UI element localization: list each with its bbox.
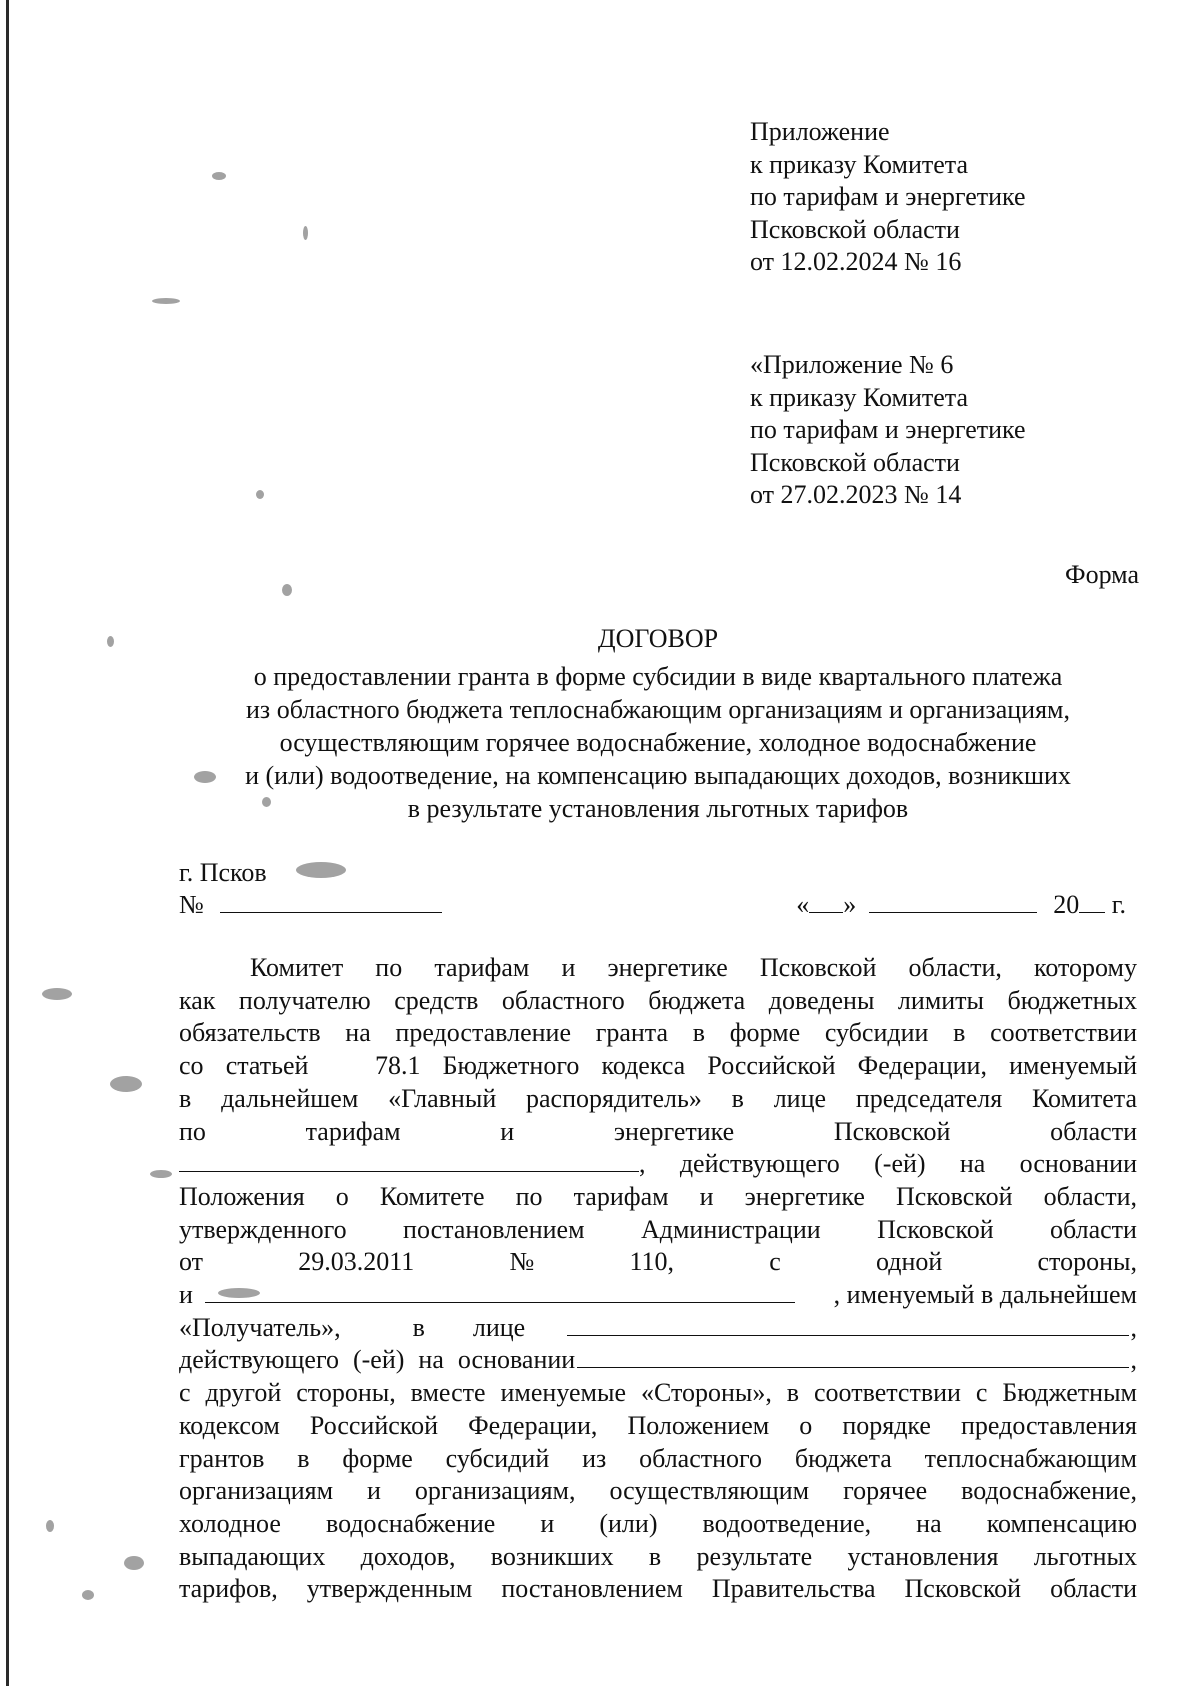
approval-line: Псковской области — [750, 214, 960, 244]
body-word: одной — [876, 1247, 943, 1277]
body-word: энергетике — [613, 1116, 735, 1146]
date-month-blank — [869, 890, 1037, 913]
contract-date-field — [796, 890, 1126, 920]
scan-speck — [152, 298, 180, 304]
approval-line: по тарифам и энергетике — [750, 415, 1026, 444]
number-label: № — [179, 890, 204, 919]
body-line: со статьей 78.1 Бюджетного кодекса Российской Федерации, именуемый — [179, 1051, 1137, 1081]
scan-speck — [124, 1556, 144, 1570]
body-line-text: , действующего (-ей) на основании — [639, 1149, 1137, 1179]
approval-line: к приказу Комитета — [750, 149, 969, 179]
body-word: (-ей) — [352, 1345, 405, 1375]
scan-speck — [42, 988, 72, 1000]
body-line-text: Комитет по тарифам и энергетике Псковской области, которому — [250, 953, 1137, 982]
contract-number-blank — [220, 890, 442, 913]
date-year-blank — [1079, 890, 1105, 913]
body-word: и — [179, 1280, 193, 1310]
body-line — [179, 1508, 1137, 1541]
scan-speck — [150, 1170, 172, 1178]
body-word: на — [418, 1345, 444, 1375]
scan-edge — [6, 0, 9, 1686]
body-word: в — [412, 1312, 425, 1342]
date-year-prefix: 20 — [1053, 890, 1080, 919]
body-line-text: , именуемый в дальнейшем — [833, 1280, 1137, 1310]
body-word: лице — [472, 1312, 526, 1342]
date-close-quote: » — [843, 890, 857, 919]
chairman-name-blank — [179, 1149, 639, 1172]
approval-line: к приказу Комитета — [750, 382, 969, 412]
scan-speck — [82, 1590, 94, 1600]
body-word: с — [769, 1247, 781, 1277]
body-word: компенсацию — [986, 1508, 1137, 1538]
contract-preamble — [179, 952, 1137, 1606]
scan-speck — [212, 172, 226, 180]
subtitle-line: и (или) водоотведение, на компенсацию выпадающих доходов, возникших — [245, 761, 1071, 790]
body-line: тарифов, утвержденным постановлением Правительства Псковской области — [179, 1574, 1137, 1604]
body-word: Администрации — [640, 1214, 821, 1244]
scan-speck — [256, 490, 264, 499]
scan-speck — [46, 1520, 54, 1532]
subtitle-line: осуществляющим горячее водоснабжение, холодное водоснабжение — [279, 728, 1037, 757]
contract-number-field — [179, 890, 442, 920]
recipient-representative-blank — [567, 1313, 1128, 1336]
body-word: «Получатель», — [179, 1312, 341, 1342]
body-word: холодное — [179, 1508, 281, 1538]
body-word: водоснабжение — [325, 1508, 496, 1538]
body-word: и — [500, 1116, 515, 1146]
subtitle-line: из областного бюджета теплоснабжающим организациям и организациям, — [246, 695, 1070, 724]
body-word: № — [509, 1247, 535, 1277]
form-label: Форма — [1065, 560, 1139, 589]
scan-speck — [282, 584, 292, 596]
approval-block-original — [750, 349, 1026, 512]
body-word: Псковской — [877, 1214, 994, 1244]
body-line: обязательств на предоставление гранта в форме субсидии в соответствии — [179, 1018, 1137, 1048]
body-word: Псковской — [833, 1116, 951, 1146]
body-word: 29.03.2011 — [298, 1247, 415, 1277]
scan-speck — [110, 1076, 142, 1092]
body-line: грантов в форме субсидий из областного бюджета теплоснабжающим — [179, 1443, 1137, 1473]
body-word: и — [540, 1508, 555, 1538]
approval-date-line: от 12.02.2024 № 16 — [750, 247, 962, 276]
contract-city: г. Псков — [179, 858, 267, 887]
body-word: (или) — [599, 1508, 658, 1538]
body-word: от — [179, 1247, 204, 1277]
body-word: тарифам — [305, 1116, 401, 1146]
body-line: как получателю средств областного бюджета доведены лимиты бюджетных — [179, 985, 1137, 1015]
body-word: водоотведение, — [702, 1508, 872, 1538]
body-word: области — [1050, 1116, 1137, 1146]
date-open-quote: « — [796, 890, 810, 919]
approval-line: по тарифам и энергетике — [750, 182, 1026, 211]
body-word: действующего — [179, 1345, 339, 1375]
body-line — [179, 1148, 1137, 1181]
approval-line: «Приложение № 6 — [750, 350, 954, 379]
body-punct: , — [1130, 1312, 1137, 1342]
subtitle-line: в результате установления льготных тарифов — [407, 794, 909, 823]
body-line: Положения о Комитете по тарифам и энергетике Псковской области, — [179, 1181, 1137, 1211]
body-line — [179, 1279, 1137, 1312]
recipient-basis-blank — [577, 1345, 1128, 1368]
approval-date-line: от 27.02.2023 № 14 — [750, 480, 962, 509]
date-year-suffix: г. — [1111, 890, 1126, 919]
subtitle-line: о предоставлении гранта в форме субсидии в виде квартального платежа — [253, 662, 1063, 691]
body-line: кодексом Российской Федерации, Положением о порядке предоставления — [179, 1410, 1137, 1440]
body-word: основании — [457, 1345, 576, 1375]
body-word: на — [916, 1508, 942, 1538]
body-line: в дальнейшем «Главный распорядитель» в лице председателя Комитета — [179, 1083, 1137, 1113]
body-line — [179, 1246, 1137, 1279]
document-title: ДОГОВОР — [597, 624, 719, 653]
approval-line: Псковской области — [750, 447, 960, 477]
body-line — [179, 1116, 1137, 1149]
body-line — [179, 1344, 1137, 1377]
body-line: выпадающих доходов, возникших в результате установления льготных — [179, 1541, 1137, 1571]
body-line — [179, 952, 1137, 985]
document-subtitle — [150, 660, 1166, 825]
approval-line: Приложение — [750, 117, 890, 146]
body-word: области — [1050, 1214, 1137, 1244]
approval-block-current — [750, 116, 1026, 279]
body-word: постановлением — [403, 1214, 585, 1244]
body-line — [179, 1312, 1137, 1345]
scan-speck — [303, 226, 308, 240]
body-line: организациям и организациям, осуществляющим горячее водоснабжение, — [179, 1476, 1137, 1506]
body-word: по — [179, 1116, 206, 1146]
body-word: стороны, — [1037, 1247, 1137, 1277]
date-day-blank — [809, 890, 843, 913]
body-line — [179, 1214, 1137, 1247]
body-word: утвержденного — [179, 1214, 347, 1244]
body-punct: , — [1130, 1345, 1137, 1375]
body-line: с другой стороны, вместе именуемые «Стороны», в соответствии с Бюджетным — [179, 1378, 1137, 1408]
scan-speck — [296, 862, 346, 878]
body-word: 110, — [629, 1247, 675, 1277]
recipient-name-blank — [205, 1280, 795, 1303]
